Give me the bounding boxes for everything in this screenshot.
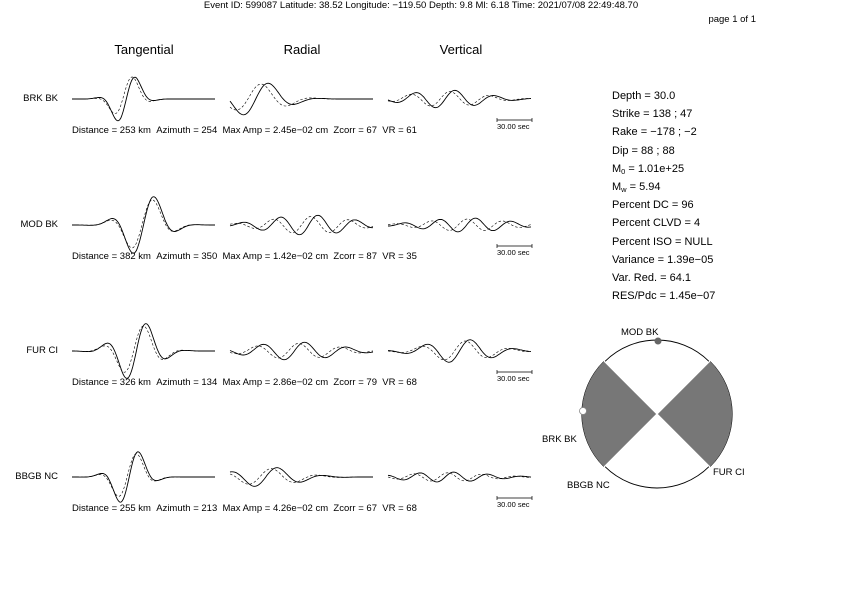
station-marker-mod [655,338,662,345]
observed-waveform [388,90,531,107]
azimuth-text: Azimuth = 213 [156,503,218,514]
vr-text: VR = 61 [382,125,417,136]
distance-text: Distance = 382 km [72,251,151,262]
variance-value: Variance = 1.39e−05 [612,253,714,266]
max-amp-text: Max Amp = 2.86e−02 cm [222,377,329,388]
station-name: BRK BK [23,93,58,104]
time-scale-label: 30.00 sec [497,374,530,383]
max-amp-text: Max Amp = 1.42e−02 cm [222,251,329,262]
time-scale-label: 30.00 sec [497,122,530,131]
azimuth-text: Azimuth = 134 [156,377,218,388]
zcorr-text: Zcorr = 79 [333,377,377,388]
synthetic-waveform [72,326,215,372]
column-heading-vertical: Vertical [439,42,483,57]
column-heading-tangential: Tangential [114,42,174,57]
focal-mechanism-beachball [580,338,733,489]
vr-text: VR = 68 [382,503,417,514]
waveform-traces [72,77,531,502]
observed-waveform [72,452,215,502]
beachball-label-brk: BRK BK [542,434,577,445]
percent-dc-value: Percent DC = 96 [612,199,694,212]
observed-waveform [388,472,531,482]
dip-value: Dip = 88 ; 88 [612,144,675,157]
observed-waveform [388,340,531,363]
station-name: MOD BK [20,219,58,230]
strike-value: Strike = 138 ; 47 [612,108,693,121]
percent-iso-value: Percent ISO = NULL [612,235,713,248]
time-scale-label: 30.00 sec [497,500,530,509]
observed-waveform [230,215,373,234]
distance-text: Distance = 326 km [72,377,151,388]
beachball-label-fur: FUR CI [713,467,745,478]
beachball-label-mod: MOD BK [621,327,659,338]
zcorr-text: Zcorr = 67 [333,125,377,136]
vr-text: VR = 35 [382,251,417,262]
beachball-label-bbgb: BBGB NC [567,480,610,491]
azimuth-text: Azimuth = 350 [156,251,218,262]
time-scale-label: 30.00 sec [497,248,530,257]
azimuth-text: Azimuth = 254 [156,125,218,136]
vr-text: VR = 68 [382,377,417,388]
station-marker-brk [580,408,587,415]
zcorr-text: Zcorr = 67 [333,503,377,514]
distance-text: Distance = 253 km [72,125,151,136]
event-header: Event ID: 599087 Latitude: 38.52 Longitude: −119.50 Depth: 9.8 Ml: 6.18 Time: 2021/07/08 22:49:48.70 [203,0,639,11]
max-amp-text: Max Amp = 2.45e−02 cm [222,125,329,136]
zcorr-text: Zcorr = 87 [333,251,377,262]
percent-clvd-value: Percent CLVD = 4 [612,217,701,230]
mw-value: $M_w = 5.94$ [612,180,661,194]
station-name: FUR CI [26,345,58,356]
distance-text: Distance = 255 km [72,503,151,514]
synthetic-waveform [230,343,373,358]
column-heading-radial: Radial [283,42,321,57]
synthetic-waveform [388,473,531,481]
m0-value: $M_0 = 1.01e+25$ [612,162,685,176]
synthetic-waveform [388,91,531,106]
rake-value: Rake = −178 ; −2 [612,126,697,139]
synthetic-waveform [72,77,215,114]
synthetic-waveform [230,84,373,110]
solution-parameters [612,87,715,305]
variance-reduction-value: Var. Red. = 64.1 [612,271,691,284]
depth-value: Depth = 30.0 [612,90,676,102]
res-pdc-value: RES/Pdc = 1.45e−07 [612,290,716,303]
station-name: BBGB NC [15,471,58,482]
time-scale-bars [497,118,532,500]
observed-waveform [72,324,215,379]
observed-waveform [388,218,531,232]
page-number: page 1 of 1 [708,14,756,25]
max-amp-text: Max Amp = 4.26e−02 cm [222,503,329,514]
